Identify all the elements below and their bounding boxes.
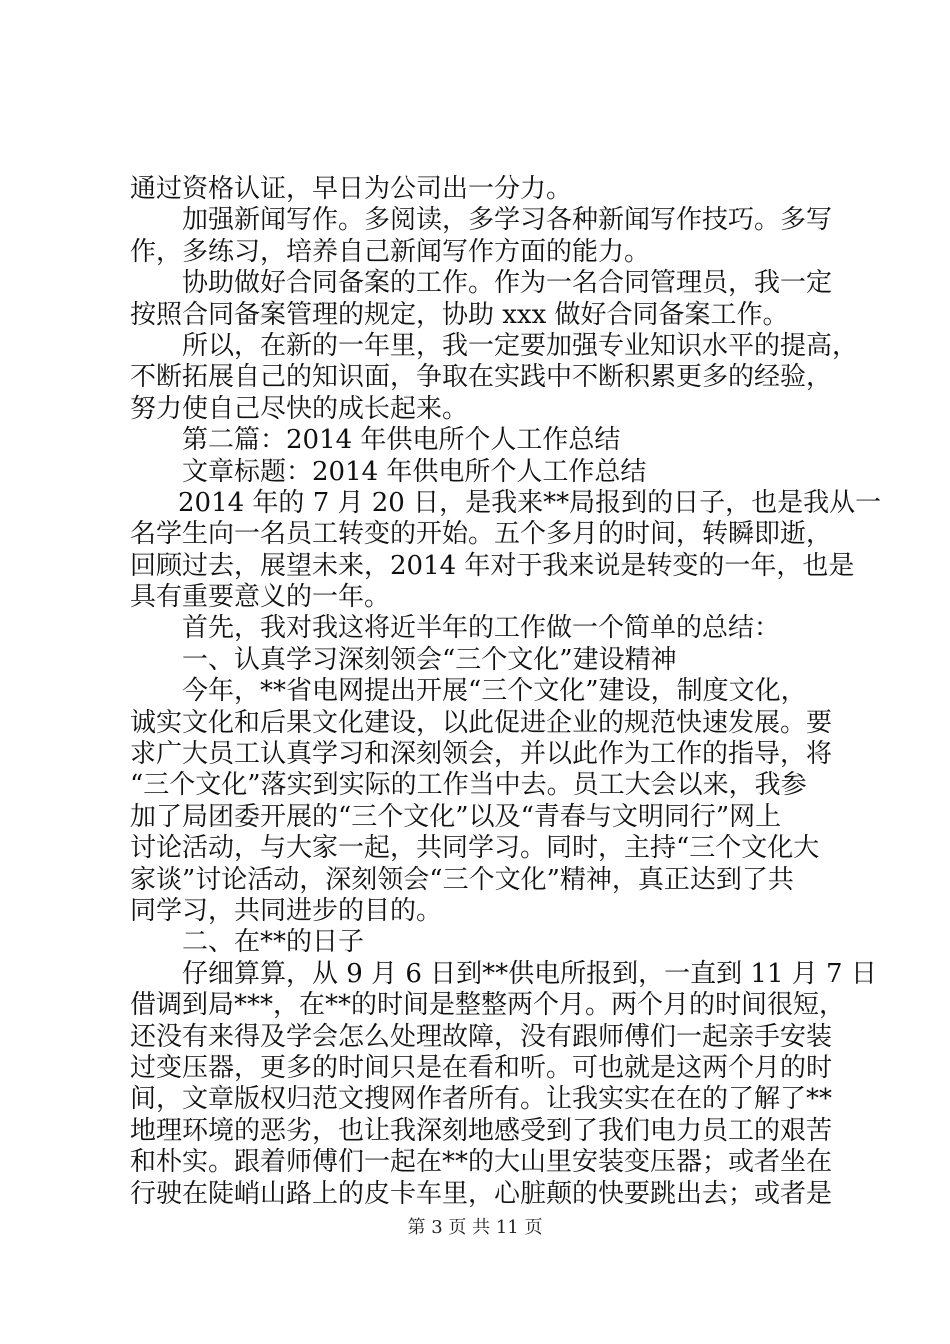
subsection-heading: 一、认真学习深刻领会“三个文化”建设精神 xyxy=(182,644,677,675)
text-line: 2014 年的 7 月 20 日，是我来**局报到的日子，也是我从一 xyxy=(178,487,882,518)
text-line: 努力使自己尽快的成长起来。 xyxy=(130,393,469,424)
article-title: 文章标题：2014 年供电所个人工作总结 xyxy=(182,456,647,487)
text-line: 所以，在新的一年里，我一定要加强专业知识水平的提高， xyxy=(182,330,859,361)
text-line: 首先，我对我这将近半年的工作做一个简单的总结： xyxy=(182,613,781,644)
text-line: 和朴实。跟着师傅们一起在**的大山里安装变压器；或者坐在 xyxy=(130,1147,833,1178)
text-line: 回顾过去，展望未来，2014 年对于我来说是转变的一年，也是 xyxy=(130,550,855,581)
text-line: 诚实文化和后果文化建设，以此促进企业的规范快速发展。要 xyxy=(130,707,833,738)
text-line: 加了局团委开展的“三个文化”以及“青春与文明同行”网上 xyxy=(130,801,782,832)
page-number-footer: 第 3 页 共 11 页 xyxy=(407,1217,543,1238)
text-line: 过变压器，更多的时间只是在看和听。可也就是这两个月的时 xyxy=(130,1052,833,1083)
text-line: 作，多练习，培养自己新闻写作方面的能力。 xyxy=(130,236,651,267)
text-line: 家谈”讨论活动，深刻领会“三个文化”精神，真正达到了共 xyxy=(130,864,794,895)
text-line: 今年，**省电网提出开展“三个文化”建设，制度文化， xyxy=(182,676,807,707)
text-line: 讨论活动，与大家一起，共同学习。同时，主持“三个文化大 xyxy=(130,833,820,864)
text-line: 地理环境的恶劣，也让我深刻地感受到了我们电力员工的艰苦 xyxy=(130,1115,833,1146)
text-line: 按照合同备案管理的规定，协助 xxx 做好合同备案工作。 xyxy=(130,299,789,330)
text-line: “三个文化”落实到实际的工作当中去。员工大会以来，我参 xyxy=(130,770,807,801)
text-line: 不断拓展自己的知识面，争取在实践中不断积累更多的经验， xyxy=(130,362,833,393)
text-line: 具有重要意义的一年。 xyxy=(130,582,391,613)
text-line: 协助做好合同备案的工作。作为一名合同管理员，我一定 xyxy=(182,268,833,299)
text-line: 间，文章版权归范文搜网作者所有。让我实实在在的了解了** xyxy=(130,1084,833,1115)
subsection-heading: 二、在**的日子 xyxy=(182,927,365,958)
text-line: 加强新闻写作。多阅读，多学习各种新闻写作技巧。多写 xyxy=(182,205,833,236)
text-line: 行驶在陡峭山路上的皮卡车里，心脏颠的快要跳出去；或者是 xyxy=(130,1178,833,1209)
text-line: 通过资格认证，早日为公司出一分力。 xyxy=(130,174,573,204)
text-line: 名学生向一名员工转变的开始。五个多月的时间，转瞬即逝， xyxy=(130,519,833,550)
text-line: 借调到局***，在**的时间是整整两个月。两个月的时间很短， xyxy=(130,990,846,1021)
document-body xyxy=(130,174,882,1210)
text-line: 还没有来得及学会怎么处理故障，没有跟师傅们一起亲手安装 xyxy=(130,1021,833,1052)
text-line: 仔细算算，从 9 月 6 日到**供电所报到，一直到 11 月 7 日 xyxy=(182,958,877,989)
text-line: 求广大员工认真学习和深刻领会，并以此作为工作的指导，将 xyxy=(130,739,833,770)
text-line: 同学习，共同进步的目的。 xyxy=(130,895,443,926)
section-heading: 第二篇：2014 年供电所个人工作总结 xyxy=(182,425,621,456)
